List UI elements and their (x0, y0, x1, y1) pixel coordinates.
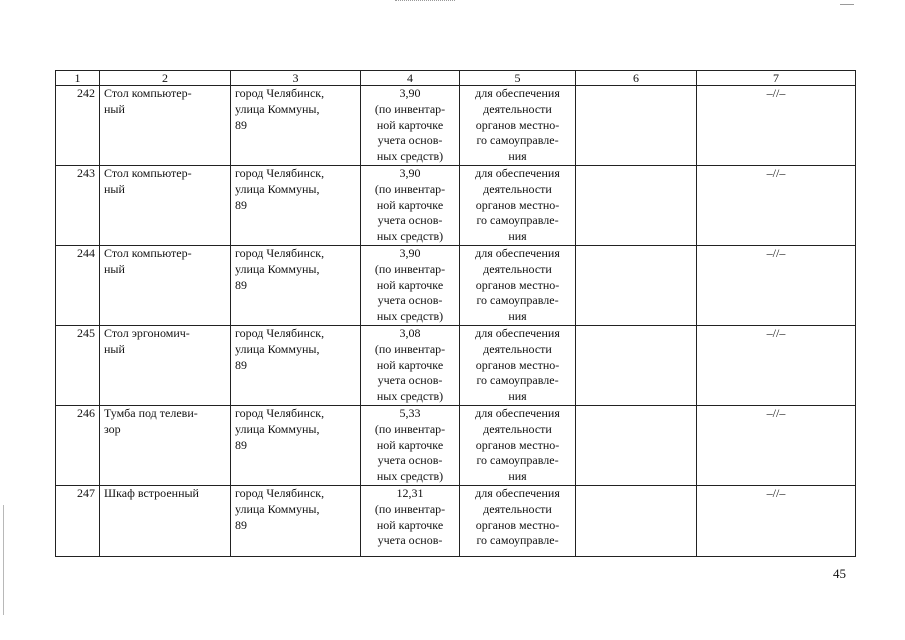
scan-artifact-left-edge (3, 505, 4, 615)
address-cell-line: улица Коммуны, (235, 421, 320, 436)
value-cell-line: ных средств) (376, 469, 444, 484)
address-cell-line: улица Коммуны, (235, 101, 320, 116)
purpose-cell-line: органов местно- (475, 277, 560, 292)
purpose-cell-line: деятельности (483, 421, 552, 436)
item-name-cell-line: Стол компьютер- (104, 166, 192, 180)
column-7-cell: –//– (697, 406, 856, 486)
row-number-cell: 247 (56, 486, 100, 557)
value-cell-line: учета основ- (377, 213, 443, 228)
purpose-cell-line: ния (508, 309, 527, 324)
table-row (56, 486, 856, 557)
row-number-cell: 246 (56, 406, 100, 486)
item-name-cell-line: Тумба под телеви- (104, 406, 198, 420)
purpose-cell-line: ния (508, 149, 527, 164)
address-cell-line: 89 (235, 437, 247, 452)
address-cell-line: город Челябинск, (235, 326, 325, 340)
column-7-cell: –//– (697, 326, 856, 406)
value-cell-line: ных средств) (376, 309, 444, 324)
address-cell-line: 89 (235, 517, 247, 532)
purpose-cell-line: ния (508, 229, 527, 244)
purpose-cell-line: деятельности (483, 261, 552, 276)
purpose-cell (460, 326, 576, 406)
value-cell-line: ной карточке (376, 277, 444, 292)
purpose-cell (460, 486, 576, 557)
address-cell-line: город Челябинск, (235, 246, 325, 260)
column-6-cell (576, 486, 697, 557)
item-name-cell (100, 326, 231, 406)
purpose-cell-line: деятельности (483, 501, 552, 516)
header-cell-2: 2 (100, 71, 231, 86)
value-cell (361, 246, 460, 326)
value-cell-line: ных средств) (376, 389, 444, 404)
address-cell-line: 89 (235, 197, 247, 212)
scan-artifact-top-right (840, 4, 854, 5)
row-number-cell: 243 (56, 166, 100, 246)
address-cell (231, 166, 361, 246)
item-name-cell-line: Стол эргономич- (104, 326, 190, 340)
item-name-cell (100, 86, 231, 166)
value-cell-line: (по инвентар- (374, 181, 446, 196)
address-cell-line: улица Коммуны, (235, 181, 320, 196)
address-cell-line: улица Коммуны, (235, 501, 320, 516)
value-cell-line: (по инвентар- (374, 261, 446, 276)
purpose-cell-line: для обеспечения (475, 86, 560, 100)
purpose-cell-line: органов местно- (475, 437, 560, 452)
address-cell-line: 89 (235, 117, 247, 132)
item-name-cell-line: Стол компьютер- (104, 246, 192, 260)
value-cell-line: (по инвентар- (374, 421, 446, 436)
value-cell-line: 3,90 (399, 86, 421, 100)
column-6-cell (576, 86, 697, 166)
purpose-cell-line: для обеспечения (475, 326, 560, 340)
row-number-cell: 242 (56, 86, 100, 166)
value-cell-line: 3,90 (399, 246, 421, 260)
purpose-cell-line: для обеспечения (475, 246, 560, 260)
header-cell-5: 5 (460, 71, 576, 86)
header-cell-4: 4 (361, 71, 460, 86)
item-name-cell-line: ный (104, 181, 125, 196)
value-cell-line: (по инвентар- (374, 501, 446, 516)
value-cell-line: ной карточке (376, 197, 444, 212)
value-cell-line: 3,08 (399, 326, 421, 340)
column-7-cell: –//– (697, 246, 856, 326)
value-cell-line: учета основ- (377, 453, 443, 468)
item-name-cell-line: ный (104, 101, 125, 116)
value-cell (361, 166, 460, 246)
row-number-cell: 244 (56, 246, 100, 326)
purpose-cell (460, 246, 576, 326)
item-name-cell (100, 406, 231, 486)
column-6-cell (576, 406, 697, 486)
address-cell (231, 486, 361, 557)
item-name-cell-line: Шкаф встроенный (104, 486, 199, 500)
address-cell-line: 89 (235, 277, 247, 292)
address-cell-line: 89 (235, 357, 247, 372)
purpose-cell-line: для обеспечения (475, 486, 560, 500)
purpose-cell-line: для обеспечения (475, 406, 560, 420)
item-name-cell (100, 166, 231, 246)
value-cell-line: ной карточке (376, 117, 444, 132)
address-cell-line: улица Коммуны, (235, 341, 320, 356)
value-cell-line: (по инвентар- (374, 101, 446, 116)
address-cell-line: город Челябинск, (235, 406, 325, 420)
item-name-cell-line: ный (104, 261, 125, 276)
purpose-cell (460, 166, 576, 246)
table-row (56, 86, 856, 166)
purpose-cell-line: го самоуправле- (476, 373, 559, 388)
value-cell-line: 12,31 (396, 486, 424, 500)
column-number-header-row (56, 71, 856, 86)
value-cell-line: ной карточке (376, 517, 444, 532)
header-cell-1: 1 (56, 71, 100, 86)
address-cell-line: город Челябинск, (235, 86, 325, 100)
purpose-cell (460, 86, 576, 166)
address-cell-line: город Челябинск, (235, 166, 325, 180)
item-name-cell-line: Стол компьютер- (104, 86, 192, 100)
table-row (56, 246, 856, 326)
value-cell-line: 5,33 (399, 406, 421, 420)
value-cell-line: учета основ- (377, 533, 443, 548)
table-row (56, 406, 856, 486)
purpose-cell (460, 406, 576, 486)
purpose-cell-line: го самоуправле- (476, 133, 559, 148)
column-7-cell: –//– (697, 486, 856, 557)
item-name-cell (100, 486, 231, 557)
value-cell-line: учета основ- (377, 133, 443, 148)
purpose-cell-line: органов местно- (475, 197, 560, 212)
purpose-cell-line: органов местно- (475, 117, 560, 132)
value-cell-line: ных средств) (376, 149, 444, 164)
value-cell (361, 86, 460, 166)
purpose-cell-line: ния (508, 389, 527, 404)
purpose-cell-line: го самоуправле- (476, 293, 559, 308)
column-6-cell (576, 246, 697, 326)
table-row (56, 166, 856, 246)
address-cell (231, 86, 361, 166)
value-cell-line: 3,90 (399, 166, 421, 180)
purpose-cell-line: ния (508, 469, 527, 484)
row-number-cell: 245 (56, 326, 100, 406)
purpose-cell-line: деятельности (483, 101, 552, 116)
value-cell-line: учета основ- (377, 293, 443, 308)
value-cell-line: ной карточке (376, 437, 444, 452)
address-cell-line: город Челябинск, (235, 486, 325, 500)
purpose-cell-line: го самоуправле- (476, 213, 559, 228)
item-name-cell-line: зор (104, 421, 121, 436)
column-7-cell: –//– (697, 86, 856, 166)
address-cell (231, 326, 361, 406)
column-6-cell (576, 326, 697, 406)
column-6-cell (576, 166, 697, 246)
property-registry-table (55, 70, 856, 557)
header-cell-3: 3 (231, 71, 361, 86)
item-name-cell-line: ный (104, 341, 125, 356)
page-number: 45 (833, 566, 846, 581)
address-cell (231, 246, 361, 326)
item-name-cell (100, 246, 231, 326)
table-row (56, 326, 856, 406)
purpose-cell-line: органов местно- (475, 357, 560, 372)
value-cell-line: учета основ- (377, 373, 443, 388)
address-cell-line: улица Коммуны, (235, 261, 320, 276)
value-cell-line: ных средств) (376, 229, 444, 244)
table-body (56, 71, 856, 557)
value-cell (361, 406, 460, 486)
value-cell (361, 486, 460, 557)
purpose-cell-line: органов местно- (475, 517, 560, 532)
header-cell-7: 7 (697, 71, 856, 86)
purpose-cell-line: го самоуправле- (476, 453, 559, 468)
purpose-cell-line: для обеспечения (475, 166, 560, 180)
purpose-cell-line: деятельности (483, 181, 552, 196)
scan-artifact-top (395, 0, 455, 3)
column-7-cell: –//– (697, 166, 856, 246)
purpose-cell-line: деятельности (483, 341, 552, 356)
value-cell-line: ной карточке (376, 357, 444, 372)
purpose-cell-line: го самоуправле- (476, 533, 559, 548)
value-cell-line: (по инвентар- (374, 341, 446, 356)
address-cell (231, 406, 361, 486)
value-cell (361, 326, 460, 406)
header-cell-6: 6 (576, 71, 697, 86)
